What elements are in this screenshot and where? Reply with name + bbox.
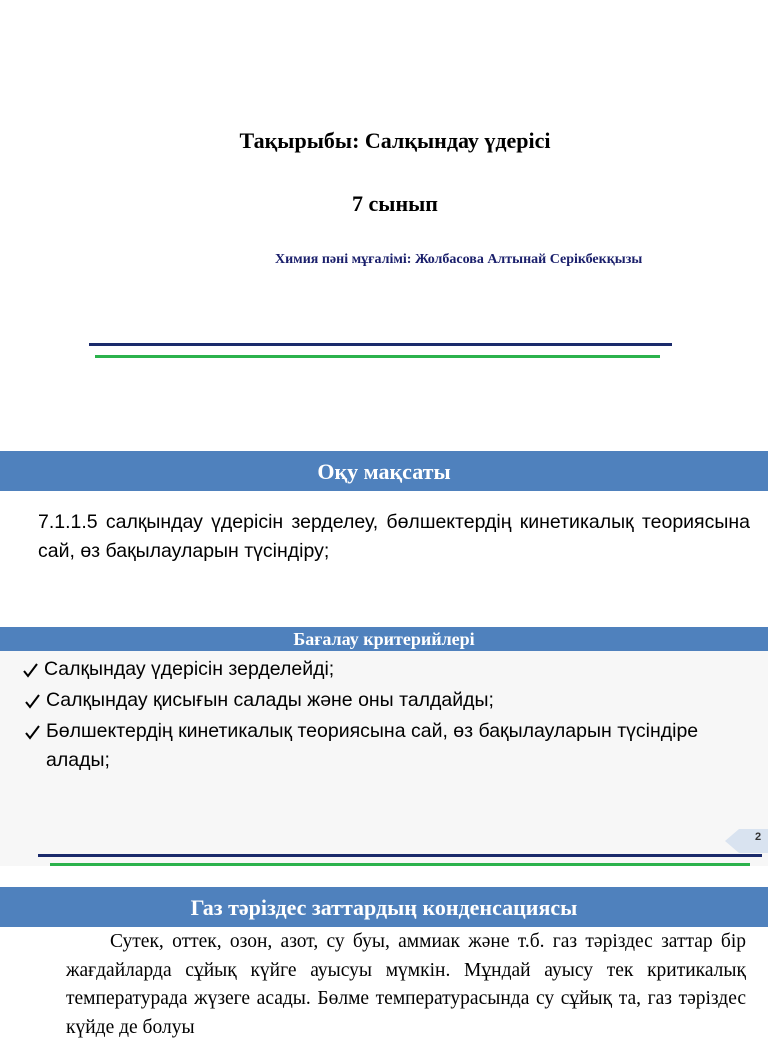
- green-divider: [50, 863, 750, 866]
- page-tab-icon: [725, 829, 768, 853]
- grade-label: 7 сынып: [352, 191, 438, 216]
- criteria-banner: Бағалау критерийлері: [0, 627, 768, 651]
- criteria-item: [46, 717, 746, 775]
- slide-title: Тақырыбы: Салқындау үдерісі: [239, 128, 551, 153]
- objective-text: 7.1.1.5 салқындау үдерісін зерделеу, бөлшектердің кинетикалық теориясына сай, өз бақылауларын түсіндіру;: [38, 511, 750, 562]
- condensation-text: Сутек, оттек, озон, азот, су буы, аммиак және т.б. газ тәріздес заттар бір жағдайларда сұйық күйге ауысуы мүмкін. Мұндай ауысу тек критикалық температурада жүзеге асады. Бөлме температурасында су сұйық та, газ тәріздес күйде де болуы: [66, 931, 746, 1038]
- navy-divider: [89, 343, 672, 346]
- criteria-item-text: Салқындау қисығын салады және оны талдайды;: [46, 689, 494, 711]
- objective-banner: Оқу мақсаты: [0, 451, 768, 491]
- criteria-item-text: Салқындау үдерісін зерделейді;: [44, 658, 335, 680]
- navy-divider: [38, 854, 762, 857]
- criteria-item: [44, 655, 334, 684]
- green-divider: [95, 355, 660, 358]
- check-icon: [24, 717, 42, 746]
- teacher-name: Химия пәні мұғалімі: Жолбасова Алтынай Серікбекқызы: [275, 252, 643, 267]
- check-icon: [24, 686, 42, 715]
- page-number: 2: [755, 831, 762, 843]
- criteria-item-text: Бөлшектердің кинетикалық теориясына сай, өз бақылауларын түсіндіре алады;: [46, 720, 699, 771]
- criteria-item: [46, 686, 494, 715]
- check-icon: [22, 655, 40, 684]
- condensation-banner: Газ тәріздес заттардың конденсациясы: [0, 887, 768, 927]
